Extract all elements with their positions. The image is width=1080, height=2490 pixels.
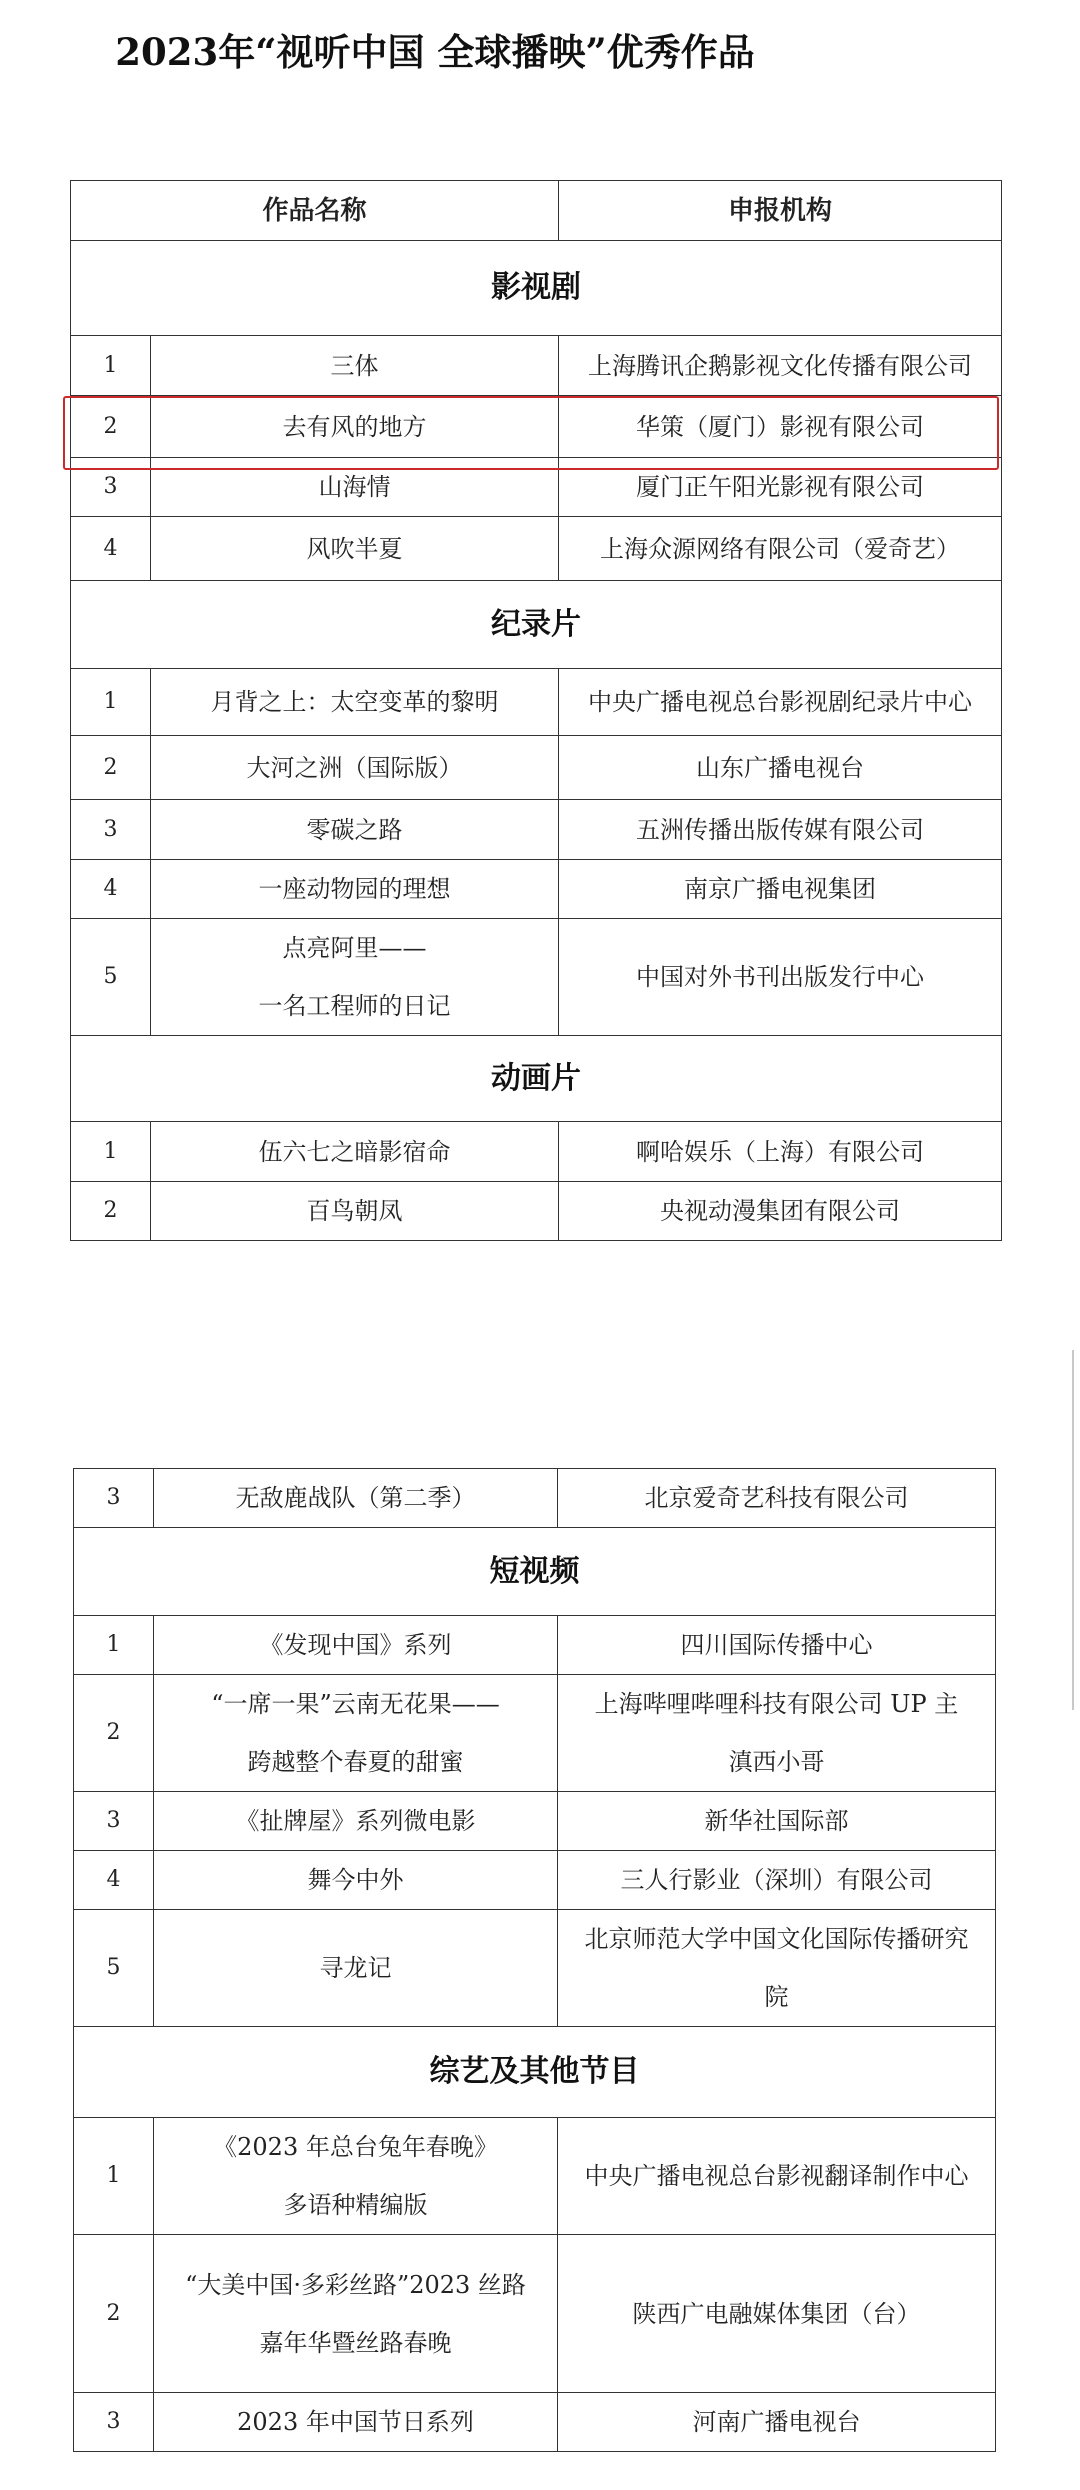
- works-table-part-1: [70, 180, 1002, 1241]
- work-title-multiline: [154, 2235, 558, 2393]
- work-title-multiline: [154, 2118, 558, 2235]
- work-title: 《扯牌屋》系列微电影: [154, 1792, 558, 1851]
- organization: 新华社国际部: [558, 1792, 996, 1851]
- row-number: 5: [71, 919, 151, 1036]
- table-row: [74, 1469, 996, 1528]
- organization: 四川国际传播中心: [558, 1616, 996, 1675]
- work-title-line-1: “一席一果”云南无花果——: [211, 1690, 500, 1718]
- organization: 南京广播电视集团: [559, 860, 1002, 919]
- row-number: 1: [74, 2118, 154, 2235]
- row-number: 5: [74, 1910, 154, 2027]
- organization: 中央广播电视总台影视翻译制作中心: [558, 2118, 996, 2235]
- organization: 陕西广电融媒体集团（台）: [558, 2235, 996, 2393]
- work-title: 风吹半夏: [151, 517, 559, 581]
- table-row: [71, 458, 1002, 517]
- section-title-short-video: 短视频: [74, 1528, 996, 1616]
- table-row: [71, 336, 1002, 396]
- table-row: [71, 1122, 1002, 1182]
- work-title: 大河之洲（国际版）: [151, 736, 559, 800]
- row-number: 3: [71, 800, 151, 860]
- table-row: [71, 860, 1002, 919]
- row-number: 2: [71, 736, 151, 800]
- work-title: 无敌鹿战队（第二季）: [154, 1469, 558, 1528]
- row-number: 2: [71, 396, 151, 458]
- work-title: 一座动物园的理想: [151, 860, 559, 919]
- work-title: 寻龙记: [154, 1910, 558, 2027]
- work-title-line-1: “大美中国·多彩丝路”2023 丝路: [185, 2270, 526, 2299]
- row-number: 2: [74, 2235, 154, 2393]
- table-row: [71, 517, 1002, 581]
- row-number: 2: [71, 1182, 151, 1241]
- work-title: 月背之上：太空变革的黎明: [151, 669, 559, 736]
- organization: 中央广播电视总台影视剧纪录片中心: [559, 669, 1002, 736]
- section-title-drama: 影视剧: [71, 241, 1002, 336]
- organization: 河南广播电视台: [558, 2393, 996, 2452]
- organization: 央视动漫集团有限公司: [559, 1182, 1002, 1241]
- table-row: [71, 800, 1002, 860]
- row-number: 2: [74, 1675, 154, 1792]
- organization: 华策（厦门）影视有限公司: [559, 396, 1002, 458]
- table-row-highlighted: [71, 396, 1002, 458]
- table-row: [74, 1616, 996, 1675]
- work-title: 三体: [151, 336, 559, 396]
- row-number: 4: [74, 1851, 154, 1910]
- table-row: [71, 919, 1002, 1036]
- row-number: 1: [71, 669, 151, 736]
- table-header-row: [71, 181, 1002, 241]
- work-title-line-2: 跨越整个春夏的甜蜜: [247, 1748, 464, 1776]
- work-title: 山海情: [151, 458, 559, 517]
- row-number: 3: [74, 1792, 154, 1851]
- header-organization: 申报机构: [559, 181, 1002, 241]
- organization: 五洲传播出版传媒有限公司: [559, 800, 1002, 860]
- organization-line-1: 上海哔哩哔哩科技有限公司 UP 主: [594, 1690, 959, 1718]
- table-row: [74, 2118, 996, 2235]
- work-title-line-1: 点亮阿里——: [282, 934, 427, 962]
- header-work-name: 作品名称: [71, 181, 559, 241]
- work-title-line-2: 多语种精编版: [283, 2191, 428, 2219]
- section-row-documentary: [71, 581, 1002, 669]
- work-title-line-1: 《2023 年总台兔年春晚》: [213, 2133, 498, 2161]
- work-title-multiline: [154, 1675, 558, 1792]
- organization-line-2: 院: [764, 1983, 789, 2011]
- table-row: [71, 669, 1002, 736]
- section-title-animation: 动画片: [71, 1036, 1002, 1122]
- row-number: 3: [74, 2393, 154, 2452]
- organization: 中国对外书刊出版发行中心: [559, 919, 1002, 1036]
- organization: 山东广播电视台: [559, 736, 1002, 800]
- row-number: 1: [71, 1122, 151, 1182]
- row-number: 4: [71, 517, 151, 581]
- work-title: 《发现中国》系列: [154, 1616, 558, 1675]
- organization-multiline: [558, 1675, 996, 1792]
- section-title-documentary: 纪录片: [71, 581, 1002, 669]
- page-title: 2023年“视听中国 全球播映”优秀作品: [115, 30, 755, 74]
- table-row: [74, 1792, 996, 1851]
- work-title-line-2: 一名工程师的日记: [258, 992, 451, 1020]
- organization: 北京爱奇艺科技有限公司: [558, 1469, 996, 1528]
- section-title-variety: 综艺及其他节目: [74, 2027, 996, 2118]
- section-row-drama: [71, 241, 1002, 336]
- organization: 啊哈娱乐（上海）有限公司: [559, 1122, 1002, 1182]
- work-title: 去有风的地方: [151, 396, 559, 458]
- row-number: 1: [74, 1616, 154, 1675]
- table-row: [74, 1851, 996, 1910]
- row-number: 3: [71, 458, 151, 517]
- work-title: 百鸟朝凤: [151, 1182, 559, 1241]
- organization: 上海众源网络有限公司（爱奇艺）: [559, 517, 1002, 581]
- table-row: [74, 2235, 996, 2393]
- work-title: 零碳之路: [151, 800, 559, 860]
- works-table-part-2: [73, 1468, 996, 2452]
- work-title-line-2: 嘉年华暨丝路春晚: [259, 2328, 452, 2357]
- organization: 厦门正午阳光影视有限公司: [559, 458, 1002, 517]
- section-row-variety: [74, 2027, 996, 2118]
- row-number: 1: [71, 336, 151, 396]
- table-row: [71, 736, 1002, 800]
- row-number: 4: [71, 860, 151, 919]
- work-title: 伍六七之暗影宿命: [151, 1122, 559, 1182]
- organization-multiline: [558, 1910, 996, 2027]
- section-row-short-video: [74, 1528, 996, 1616]
- table-row: [74, 2393, 996, 2452]
- section-row-animation: [71, 1036, 1002, 1122]
- organization: 三人行影业（深圳）有限公司: [558, 1851, 996, 1910]
- scroll-edge-line: [1072, 1350, 1074, 1710]
- organization-line-1: 北京师范大学中国文化国际传播研究: [584, 1925, 969, 1953]
- organization: 上海腾讯企鹅影视文化传播有限公司: [559, 336, 1002, 396]
- table-row: [74, 1910, 996, 2027]
- work-title: 舞今中外: [154, 1851, 558, 1910]
- organization-line-2: 滇西小哥: [728, 1748, 825, 1776]
- table-row: [71, 1182, 1002, 1241]
- row-number: 3: [74, 1469, 154, 1528]
- table-row: [74, 1675, 996, 1792]
- work-title-multiline: [151, 919, 559, 1036]
- work-title: 2023 年中国节日系列: [154, 2393, 558, 2452]
